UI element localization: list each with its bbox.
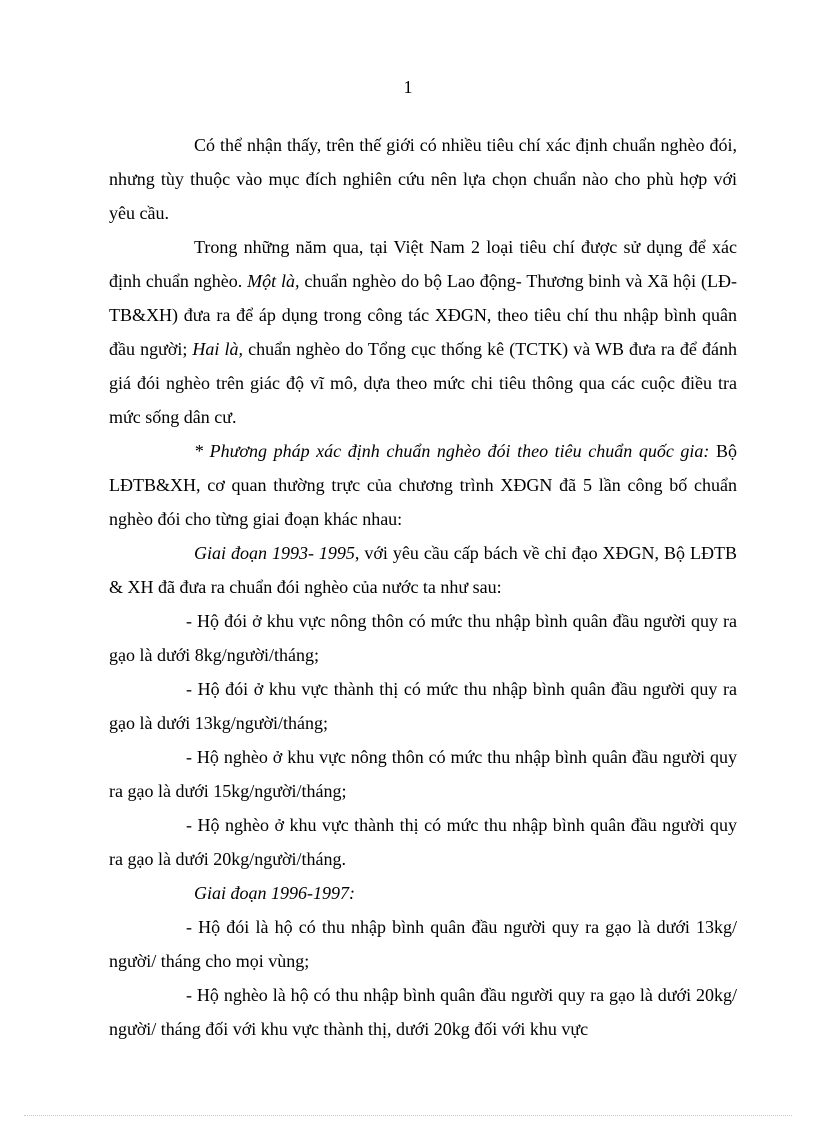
list-item: - Hộ nghèo là hộ có thu nhập bình quân đầu người quy ra gạo là dưới 20kg/ người/ tháng đối với khu vực thành thị, dưới 20kg đối với khu vực xyxy=(109,985,737,1039)
document-body xyxy=(109,128,737,1046)
paragraph-period-1996 xyxy=(109,876,737,910)
paragraph-criteria xyxy=(109,230,737,434)
method-text: Bộ LĐTB&XH, cơ quan thường trực của chương trình XĐGN đã 5 lần công bố chuẩn nghèo đói cho từng giai đoạn khác nhau: xyxy=(109,441,737,529)
list-item: - Hộ đói ở khu vực thành thị có mức thu nhập bình quân đầu người quy ra gạo là dưới 13kg/người/tháng; xyxy=(109,679,737,733)
list-item: - Hộ nghèo ở khu vực thành thị có mức thu nhập bình quân đầu người quy ra gạo là dưới 20kg/người/tháng. xyxy=(109,815,737,869)
criteria-text-start: Trong những năm qua, tại Việt Nam 2 loại tiêu chí được sử dụng để xác định chuẩn nghèo. xyxy=(109,237,737,291)
list-item: - Hộ nghèo ở khu vực nông thôn có mức thu nhập bình quân đầu người quy ra gạo là dưới 15kg/người/tháng; xyxy=(109,747,737,801)
criteria-text-end: chuẩn nghèo do Tổng cục thống kê (TCTK) và WB đưa ra để đánh giá đói nghèo trên giác độ vĩ mô, dựa theo mức chi tiêu thông qua các cuộc điều tra mức sống dân cư. xyxy=(109,339,737,427)
period-1993-text: , với yêu cầu cấp bách về chỉ đạo XĐGN, Bộ LĐTB & XH đã đưa ra chuẩn đói nghèo của nước ta như sau: xyxy=(109,543,737,597)
list-item: - Hộ đói ở khu vực nông thôn có mức thu nhập bình quân đầu người quy ra gạo là dưới 8kg/người/tháng; xyxy=(109,611,737,665)
list-item: - Hộ đói là hộ có thu nhập bình quân đầu người quy ra gạo là dưới 13kg/ người/ tháng cho mọi vùng; xyxy=(109,917,737,971)
method-heading: * Phương pháp xác định chuẩn nghèo đói theo tiêu chuẩn quốc gia: xyxy=(194,441,710,461)
criteria-second-label: Hai là, xyxy=(192,339,243,359)
paragraph-period-1993 xyxy=(109,536,737,604)
page-number: 1 xyxy=(403,77,413,97)
period-1993-label: Giai đoạn 1993- 1995 xyxy=(194,543,355,563)
page-bottom-divider xyxy=(24,1115,792,1116)
paragraph-intro: Có thể nhận thấy, trên thế giới có nhiều tiêu chí xác định chuẩn nghèo đói, nhưng tùy thuộc vào mục đích nghiên cứu nên lựa chọn chuẩn nào cho phù hợp với yêu cầu. xyxy=(109,135,737,223)
period-1996-label: Giai đoạn 1996-1997: xyxy=(194,883,355,903)
paragraph-national-method xyxy=(109,434,737,536)
criteria-first-label: Một là, xyxy=(247,271,300,291)
criteria-text-middle: chuẩn nghèo do bộ Lao động- Thương binh và Xã hội (LĐ- TB&XH) đưa ra để áp dụng trong công tác XĐGN, theo tiêu chí thu nhập bình quân đầu người; xyxy=(109,271,738,359)
